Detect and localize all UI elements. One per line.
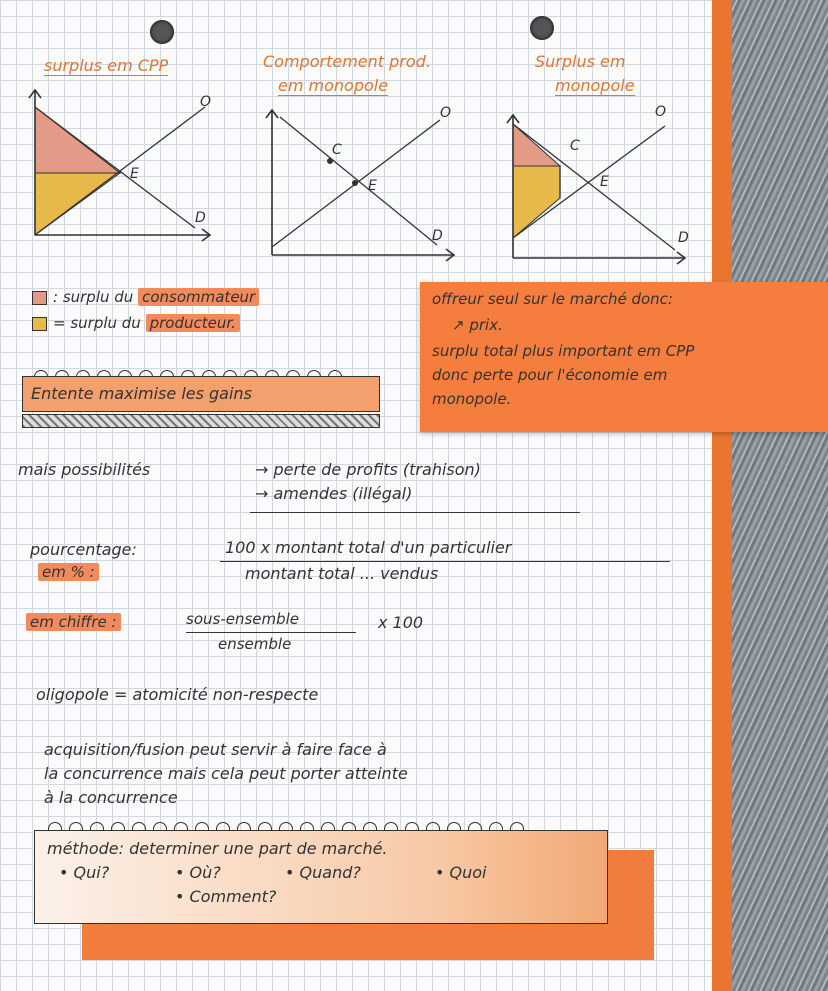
graph3-diagram	[500, 110, 700, 270]
graph1-label-e: E	[130, 166, 139, 182]
graph3-title-line2: monopole	[555, 76, 635, 95]
graph2-label-e: E	[368, 178, 377, 194]
percentage-numerator: 100 x montant total d'un particulier	[225, 538, 512, 557]
legend-producer	[32, 314, 240, 332]
producer-surplus-area	[513, 166, 560, 238]
figure-numerator: sous-ensemble	[186, 610, 300, 628]
note-line1: offreur seul sur le marché donc:	[432, 290, 673, 308]
method-box	[34, 830, 608, 924]
binder-hole	[530, 16, 554, 40]
possibilities-underline	[250, 512, 580, 513]
oligopole-text: oligopole = atomicité non-respecte	[36, 685, 319, 704]
graph3-label-e: E	[600, 174, 609, 190]
method-q3: • Quand?	[285, 863, 361, 882]
percentage-unit-wrap	[38, 563, 99, 581]
point-c	[327, 158, 333, 164]
percentage-label: pourcentage:	[30, 540, 137, 559]
graph2-title-line2: em monopole	[278, 76, 389, 95]
graph1-label-o: O	[200, 94, 212, 110]
graph2-title-line1: Comportement prod.	[263, 52, 431, 71]
graph3-title-line1: Surplus em	[535, 52, 626, 71]
legend-producer-prefix: = surplu du	[53, 314, 141, 332]
percentage-denominator: montant total ... vendus	[245, 564, 439, 583]
entente-text: Entente maximise les gains	[31, 384, 252, 403]
entente-box-shadow	[22, 414, 380, 428]
note-line2: ↗ prix.	[452, 316, 503, 334]
figure-multiplier: x 100	[378, 613, 424, 632]
producer-color-swatch	[32, 317, 47, 331]
legend-consumer	[32, 288, 259, 306]
graph2-diagram	[262, 105, 462, 270]
method-q4: • Quoi	[435, 863, 487, 882]
acquisition-line1: acquisition/fusion peut servir à faire face à	[44, 740, 387, 759]
possibilities-arrow1: → perte de profits (trahison)	[255, 460, 481, 479]
graph2-label-o: O	[440, 105, 452, 121]
figure-fraction-bar	[186, 632, 356, 633]
graph2-label-c: C	[332, 142, 342, 158]
legend-consumer-word: consommateur	[138, 288, 259, 306]
legend-consumer-prefix: : surplu du	[53, 288, 134, 306]
graph1-label-d: D	[195, 210, 206, 226]
legend-producer-word: producteur.	[146, 314, 240, 332]
graph1-title: surplus em CPP	[44, 56, 169, 75]
point-e	[352, 180, 358, 186]
percentage-unit: em % :	[38, 563, 99, 581]
note-line4: donc perte pour l'économie em	[432, 366, 668, 384]
note-line3: surplu total plus important em CPP	[432, 342, 695, 360]
possibilities-arrow2: → amendes (illégal)	[255, 484, 413, 503]
graph3-label-d: D	[678, 230, 689, 246]
method-q5: • Comment?	[175, 887, 277, 906]
figure-label: em chiffre :	[26, 613, 121, 631]
note-card	[420, 282, 828, 432]
method-q1: • Qui?	[59, 863, 110, 882]
acquisition-line2: la concurrence mais cela peut porter atteinte	[44, 764, 408, 783]
graph1-diagram	[20, 85, 220, 255]
graph2-label-d: D	[432, 228, 443, 244]
figure-label-wrap	[26, 613, 121, 631]
consumer-color-swatch	[32, 291, 47, 305]
acquisition-line3: à la concurrence	[44, 788, 178, 807]
entente-box	[22, 376, 380, 412]
percentage-fraction-bar	[220, 561, 670, 562]
binder-hole	[150, 20, 174, 44]
graph3-label-c: C	[570, 138, 580, 154]
graph3-label-o: O	[655, 104, 667, 120]
figure-denominator: ensemble	[218, 635, 292, 653]
note-line5: monopole.	[432, 390, 512, 408]
possibilities-label: mais possibilités	[18, 460, 151, 479]
method-line1: méthode: determiner une part de marché.	[47, 839, 388, 858]
method-q2: • Où?	[175, 863, 221, 882]
